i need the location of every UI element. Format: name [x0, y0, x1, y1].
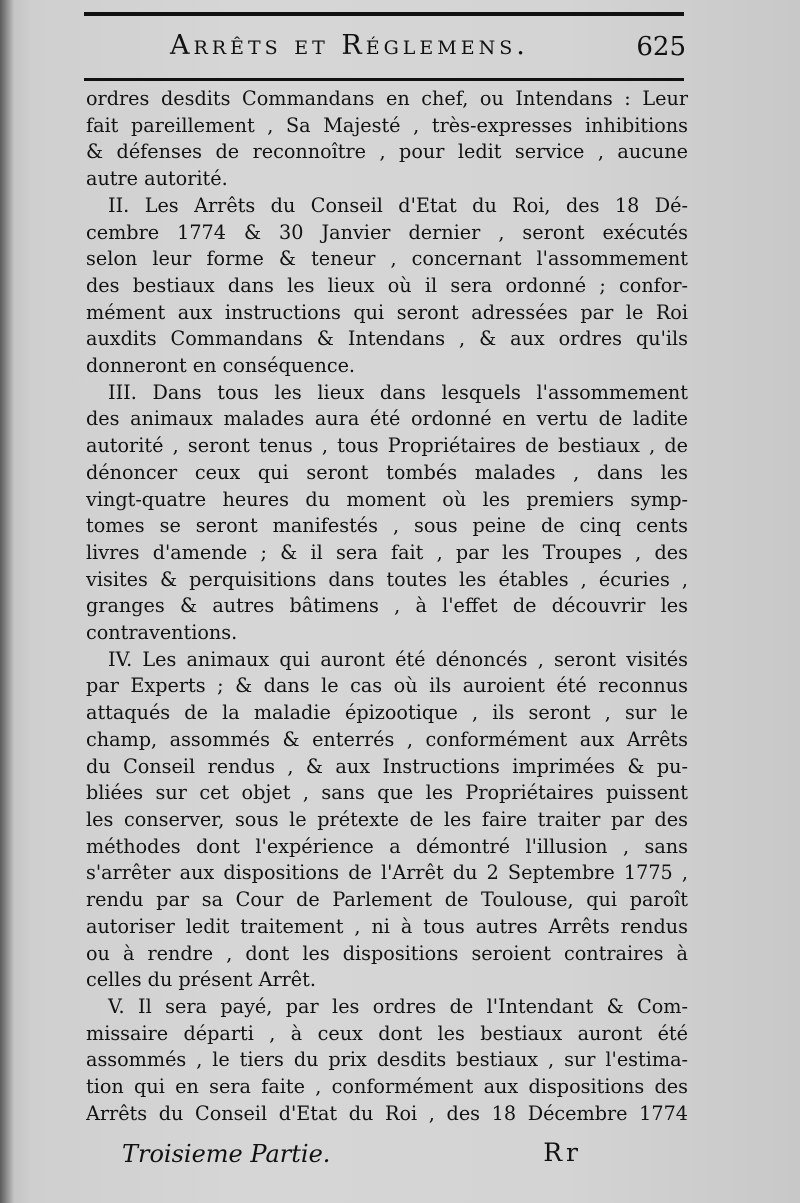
text-line: IV. Les animaux qui auront été dénoncés , seront visités: [108, 647, 688, 671]
text-line: des animaux malades aura été ordonné en vertu de ladite: [86, 407, 688, 431]
text-line: s'arrêter aux dispositions de l'Arrêt du 2 Septembre 1775 ,: [86, 861, 688, 885]
page-gutter-shadow: [0, 0, 14, 1203]
text-line: des bestiaux dans les lieux où il sera ordonné ; confor-: [86, 273, 688, 297]
page-footer: [122, 1138, 582, 1178]
text-line: granges & autres bâtimens , à l'effet de découvrir les: [86, 594, 688, 618]
running-head-title: Arrêts et Réglemens.: [170, 30, 529, 61]
text-line: auxdits Commandans & Intendans , & aux ordres qu'ils: [86, 327, 688, 351]
text-line: & défenses de reconnoître , pour ledit service , aucune: [86, 140, 688, 164]
text-line: II. Les Arrêts du Conseil d'Etat du Roi, des 18 Dé-: [108, 193, 688, 217]
text-line: rendu par sa Cour de Parlement de Toulouse, qui paroît: [86, 888, 688, 912]
text-line: autre autorité.: [86, 167, 228, 191]
signature-mark: Rr: [543, 1138, 582, 1167]
text-line: tion qui en sera faite , conformément aux dispositions des: [86, 1075, 688, 1099]
text-line: tomes se seront manifestés , sous peine de cinq cents: [86, 514, 688, 538]
text-line: assommés , le tiers du prix desdits bestiaux , sur l'estima-: [86, 1048, 688, 1072]
text-line: missaire départi , à ceux dont les bestiaux auront été: [86, 1021, 688, 1045]
text-line: du Conseil rendus , & aux Instructions imprimées & pu-: [86, 754, 688, 778]
text-line: vingt-quatre heures du moment où les premiers symp-: [86, 487, 688, 511]
text-line: Arrêts du Conseil d'Etat du Roi , des 18 Décembre 1774: [86, 1101, 688, 1125]
text-line: visites & perquisitions dans toutes les étables , écuries ,: [86, 567, 688, 591]
text-line: ordres desdits Commandans en chef, ou Intendans : Leur: [86, 87, 688, 110]
text-line: attaqués de la maladie épizootique , ils seront , sur le: [86, 701, 688, 725]
top-rule: [84, 12, 684, 16]
text-line: donneront en conséquence.: [86, 354, 356, 378]
text-line: celles du présent Arrêt.: [86, 968, 316, 992]
body-text: [86, 86, 688, 1127]
running-head: [84, 26, 684, 70]
signature-label: Troisieme Partie.: [122, 1140, 331, 1168]
text-line: ou à rendre , dont les dispositions seroient contraires à: [86, 941, 688, 965]
text-line: autoriser ledit traitement , ni à tous autres Arrêts rendus: [86, 914, 688, 938]
text-line: autorité , seront tenus , tous Propriétaires de bestiaux , de: [86, 434, 688, 458]
header-rule: [84, 78, 684, 81]
text-line: dénoncer ceux qui seront tombés malades , dans les: [86, 460, 688, 484]
page-number: 625: [636, 32, 686, 62]
text-line: III. Dans tous les lieux dans lesquels l'assommement: [108, 380, 688, 404]
text-line: les conserver, sous le prétexte de les faire traiter par des: [86, 807, 688, 831]
text-line: par Experts ; & dans le cas où ils auroient été reconnus: [86, 674, 688, 698]
text-line: fait pareillement , Sa Majesté , très-expresses inhibitions: [86, 113, 688, 137]
text-line: champ, assommés & enterrés , conformément aux Arrêts: [86, 727, 688, 751]
text-line: mément aux instructions qui seront adressées par le Roi: [86, 300, 688, 324]
text-line: cembre 1774 & 30 Janvier dernier , seront exécutés: [86, 220, 688, 244]
text-line: livres d'amende ; & il sera fait , par les Troupes , des: [86, 540, 688, 564]
text-line: selon leur forme & teneur , concernant l'assommement: [86, 247, 688, 271]
text-line: contraventions.: [86, 621, 238, 645]
text-line: méthodes dont l'expérience a démontré l'illusion , sans: [86, 834, 688, 858]
text-line: V. Il sera payé, par les ordres de l'Intendant & Com-: [108, 994, 688, 1018]
text-line: bliées sur cet objet , sans que les Propriétaires puissent: [86, 781, 688, 805]
